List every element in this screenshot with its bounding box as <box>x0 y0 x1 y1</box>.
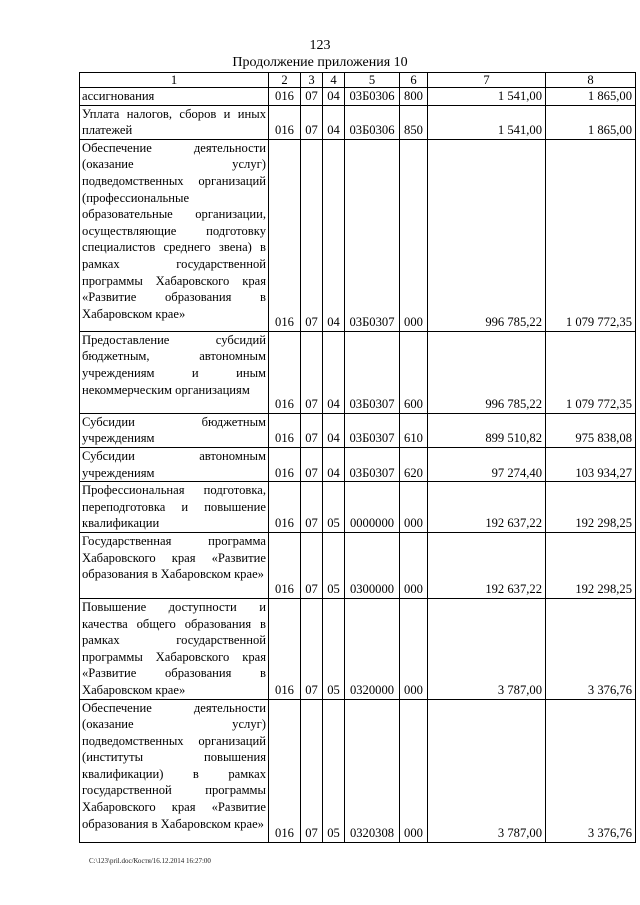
row-subsection: 05 <box>323 482 345 533</box>
row-name: Государственная программа Хабаровского края «Развитие образования в Хабаровском крае» <box>80 532 269 598</box>
row-amount-year2: 3 376,76 <box>546 598 636 699</box>
table-row <box>80 447 636 481</box>
column-header-7: 7 <box>428 73 546 88</box>
row-amount-year1: 192 637,22 <box>428 532 546 598</box>
column-header-3: 3 <box>301 73 323 88</box>
row-ministry-code: 016 <box>269 699 301 842</box>
row-expense-type: 600 <box>400 331 428 413</box>
column-header-5: 5 <box>345 73 400 88</box>
row-target-article: 0320000 <box>345 598 400 699</box>
row-amount-year1: 192 637,22 <box>428 482 546 533</box>
row-target-article: 03Б0307 <box>345 139 400 331</box>
row-ministry-code: 016 <box>269 139 301 331</box>
budget-table <box>79 72 636 843</box>
row-expense-type: 000 <box>400 598 428 699</box>
row-ministry-code: 016 <box>269 482 301 533</box>
row-target-article: 03Б0306 <box>345 88 400 106</box>
column-header-4: 4 <box>323 73 345 88</box>
row-name: Предоставление субсидий бюджетным, автономным учреждениям и иным некоммерческим организациям <box>80 331 269 413</box>
table-row <box>80 413 636 447</box>
row-target-article: 0300000 <box>345 532 400 598</box>
row-amount-year1: 97 274,40 <box>428 447 546 481</box>
row-name: Субсидии бюджетным учреждениям <box>80 413 269 447</box>
row-ministry-code: 016 <box>269 532 301 598</box>
row-expense-type: 800 <box>400 88 428 106</box>
row-section: 07 <box>301 331 323 413</box>
row-section: 07 <box>301 105 323 139</box>
table-row <box>80 598 636 699</box>
row-section: 07 <box>301 699 323 842</box>
column-header-2: 2 <box>269 73 301 88</box>
row-amount-year2: 103 934,27 <box>546 447 636 481</box>
row-target-article: 03Б0307 <box>345 447 400 481</box>
page-number: 123 <box>309 38 331 53</box>
row-section: 07 <box>301 482 323 533</box>
table-row <box>80 331 636 413</box>
row-subsection: 04 <box>323 413 345 447</box>
row-subsection: 04 <box>323 447 345 481</box>
row-expense-type: 000 <box>400 699 428 842</box>
row-subsection: 05 <box>323 699 345 842</box>
row-section: 07 <box>301 88 323 106</box>
row-expense-type: 850 <box>400 105 428 139</box>
row-expense-type: 000 <box>400 532 428 598</box>
row-name: Повышение доступности и качества общего образования в рамках государственной программы Хабаровского края «Развитие образования в Хабаровском крае» <box>80 598 269 699</box>
column-header-8: 8 <box>546 73 636 88</box>
row-ministry-code: 016 <box>269 598 301 699</box>
row-subsection: 04 <box>323 331 345 413</box>
row-ministry-code: 016 <box>269 447 301 481</box>
table-row <box>80 699 636 842</box>
header-row <box>80 73 636 88</box>
row-subsection: 05 <box>323 598 345 699</box>
row-name: Уплата налогов, сборов и иных платежей <box>80 105 269 139</box>
row-target-article: 03Б0306 <box>345 105 400 139</box>
row-ministry-code: 016 <box>269 331 301 413</box>
row-name: Субсидии автономным учреждениям <box>80 447 269 481</box>
table-row <box>80 105 636 139</box>
row-name: Профессиональная подготовка, переподготовка и повышение квалификации <box>80 482 269 533</box>
row-subsection: 05 <box>323 532 345 598</box>
row-section: 07 <box>301 139 323 331</box>
row-name: Обеспечение деятельности (оказание услуг) подведомственных организаций (профессиональные образовательные организации, осуществляющие подготовку специалистов среднего звена) в рамках государственной программы Хабаровского края «Развитие образования в Хабаровском крае» <box>80 139 269 331</box>
row-target-article: 0320308 <box>345 699 400 842</box>
row-expense-type: 000 <box>400 482 428 533</box>
table-row <box>80 532 636 598</box>
row-expense-type: 620 <box>400 447 428 481</box>
table-row <box>80 482 636 533</box>
row-target-article: 0000000 <box>345 482 400 533</box>
row-amount-year2: 192 298,25 <box>546 532 636 598</box>
row-target-article: 03Б0307 <box>345 413 400 447</box>
row-subsection: 04 <box>323 105 345 139</box>
row-name: Обеспечение деятельности (оказание услуг) подведомственных организаций (институты повышения квалификации) в рамках государственной программы Хабаровского края «Развитие образования в Хабаровском крае» <box>80 699 269 842</box>
row-target-article: 03Б0307 <box>345 331 400 413</box>
row-amount-year1: 3 787,00 <box>428 598 546 699</box>
row-amount-year2: 1 865,00 <box>546 105 636 139</box>
row-amount-year1: 899 510,82 <box>428 413 546 447</box>
row-amount-year2: 1 079 772,35 <box>546 139 636 331</box>
row-section: 07 <box>301 447 323 481</box>
row-name: ассигнования <box>80 88 269 106</box>
row-ministry-code: 016 <box>269 105 301 139</box>
row-amount-year1: 3 787,00 <box>428 699 546 842</box>
row-amount-year2: 1 865,00 <box>546 88 636 106</box>
table-row <box>80 88 636 106</box>
column-header-1: 1 <box>80 73 269 88</box>
row-section: 07 <box>301 532 323 598</box>
row-amount-year1: 1 541,00 <box>428 88 546 106</box>
row-ministry-code: 016 <box>269 88 301 106</box>
row-amount-year1: 1 541,00 <box>428 105 546 139</box>
table-row <box>80 139 636 331</box>
row-section: 07 <box>301 598 323 699</box>
column-header-6: 6 <box>400 73 428 88</box>
row-subsection: 04 <box>323 139 345 331</box>
row-amount-year1: 996 785,22 <box>428 331 546 413</box>
row-expense-type: 000 <box>400 139 428 331</box>
row-ministry-code: 016 <box>269 413 301 447</box>
row-amount-year1: 996 785,22 <box>428 139 546 331</box>
row-expense-type: 610 <box>400 413 428 447</box>
document-path-footer: C:\123\pril.doc/Костя/16.12.2014 16:27:00 <box>89 857 211 865</box>
row-amount-year2: 975 838,08 <box>546 413 636 447</box>
row-amount-year2: 192 298,25 <box>546 482 636 533</box>
row-section: 07 <box>301 413 323 447</box>
row-subsection: 04 <box>323 88 345 106</box>
appendix-continuation-title: Продолжение приложения 10 <box>232 55 408 70</box>
row-amount-year2: 1 079 772,35 <box>546 331 636 413</box>
row-amount-year2: 3 376,76 <box>546 699 636 842</box>
